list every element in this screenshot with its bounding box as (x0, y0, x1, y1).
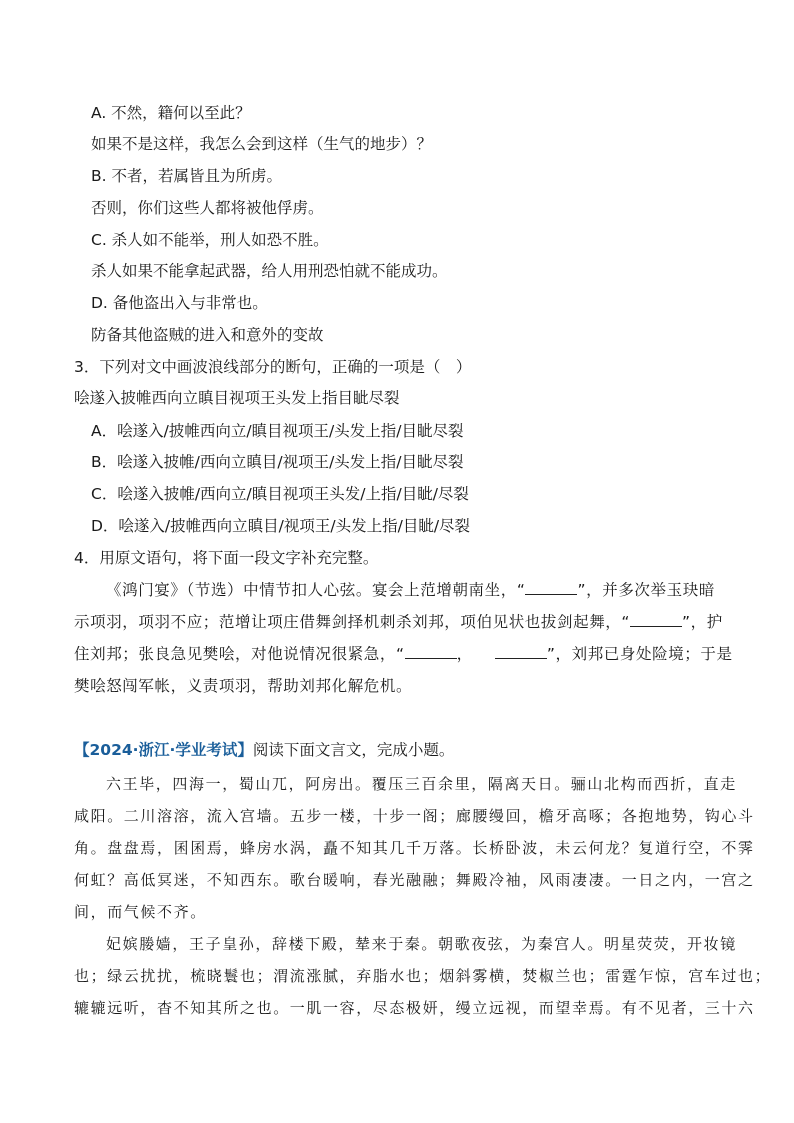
passage-line: 咸阳。二川溶溶，流入宫墙。五步一楼，十步一阁；廊腰缦回，檐牙高啄；各抱地势，钩心斗 (74, 807, 755, 825)
q3-option-a: A．哙遂入/披帷西向立/瞋目视项王/头发上指/目眦尽裂 (91, 422, 464, 440)
q3-option-d: D．哙遂入/披帷西向立瞋目/视项王/头发上指/目眦/尽裂 (91, 517, 471, 535)
passage-line: 六王毕，四海一，蜀山兀，阿房出。覆压三百余里，隔离天日。骊山北构而西折，直走 (106, 775, 737, 793)
q2-option-a: A. 不然，籍何以至此？ (91, 104, 251, 122)
fill-blank-3[interactable] (405, 644, 457, 659)
passage-line: 也；绿云扰扰，梳晓鬟也；渭流涨腻，弃脂水也；烟斜雾横，焚椒兰也；雷霆乍惊，宫车过也； (74, 967, 772, 985)
q2-option-b: B. 不者，若属皆且为所虏。 (91, 167, 282, 185)
passage-line: 何虹？高低冥迷，不知西东。歌台暖响，春光融融；舞殿冷袖，风雨凄凄。一日之内，一宫之 (74, 871, 755, 889)
passage-line: 间，而气候不齐。 (74, 903, 207, 921)
section-header (74, 740, 454, 760)
passage-line: 辘辘远听，杳不知其所之也。一肌一容，尽态极妍，缦立远视，而望幸焉。有不见者，三十六 (74, 999, 755, 1017)
passage-line: 角。盘盘焉，囷囷焉，蜂房水涡，矗不知其几千万落。长桥卧波，未云何龙？复道行空，不霁 (74, 839, 755, 857)
q2-option-c: C. 杀人如不能举，刑人如恐不胜。 (91, 231, 329, 249)
q4-paragraph-line-3: 住刘邦；张良急见樊哙，对他说情况很紧急，“ ， ”，刘邦已身处险境；于是 (74, 645, 733, 663)
q4-paragraph-line-4: 樊哙怒闯军帐，义责项羽，帮助刘邦化解危机。 (74, 677, 413, 695)
fill-blank-4[interactable] (495, 644, 547, 659)
fill-blank-1[interactable] (525, 580, 577, 595)
q3-title: 3．下列对文中画波浪线部分的断句，正确的一项是（ ） (74, 358, 472, 376)
section-intro: 阅读下面文言文，完成小题。 (252, 741, 455, 759)
passage-line: 妃嫔媵嫱，王子皇孙，辞楼下殿，辇来于秦。朝歌夜弦，为秦宫人。明星荧荧，开妆镜 (106, 935, 737, 953)
q4-paragraph-line-2: 示项羽，项羽不应；范增让项庄借舞剑择机刺杀刘邦，项伯见状也拔剑起舞，“ ”，护 (74, 613, 723, 631)
q4-title: 4．用原文语句，将下面一段文字补充完整。 (74, 549, 379, 567)
fill-blank-2[interactable] (630, 612, 682, 627)
q2-option-c-translation: 杀人如果不能拿起武器，给人用刑恐怕就不能成功。 (91, 262, 448, 280)
q3-option-c: C．哙遂入披帷/西向立/瞋目视项王头发/上指/目眦/尽裂 (91, 485, 469, 503)
q2-option-a-translation: 如果不是这样，我怎么会到这样（生气的地步）？ (91, 135, 433, 153)
q4-paragraph-line-1: 《鸿门宴》（节选）中情节扣人心弦。宴会上范增朝南坐，“ ”，并多次举玉玦暗 (106, 581, 715, 599)
exam-source-tag: 【2024·浙江·学业考试】 (74, 741, 253, 759)
q2-option-b-translation: 否则，你们这些人都将被他俘虏。 (91, 199, 324, 217)
q2-option-d-translation: 防备其他盗贼的进入和意外的变故 (91, 326, 324, 344)
q2-option-d: D. 备他盗出入与非常也。 (91, 294, 268, 312)
q3-option-b: B．哙遂入披帷/西向立瞋目/视项王/头发上指/目眦尽裂 (91, 453, 464, 471)
q3-sentence: 哙遂入披帷西向立瞋目视项王头发上指目眦尽裂 (74, 389, 400, 407)
